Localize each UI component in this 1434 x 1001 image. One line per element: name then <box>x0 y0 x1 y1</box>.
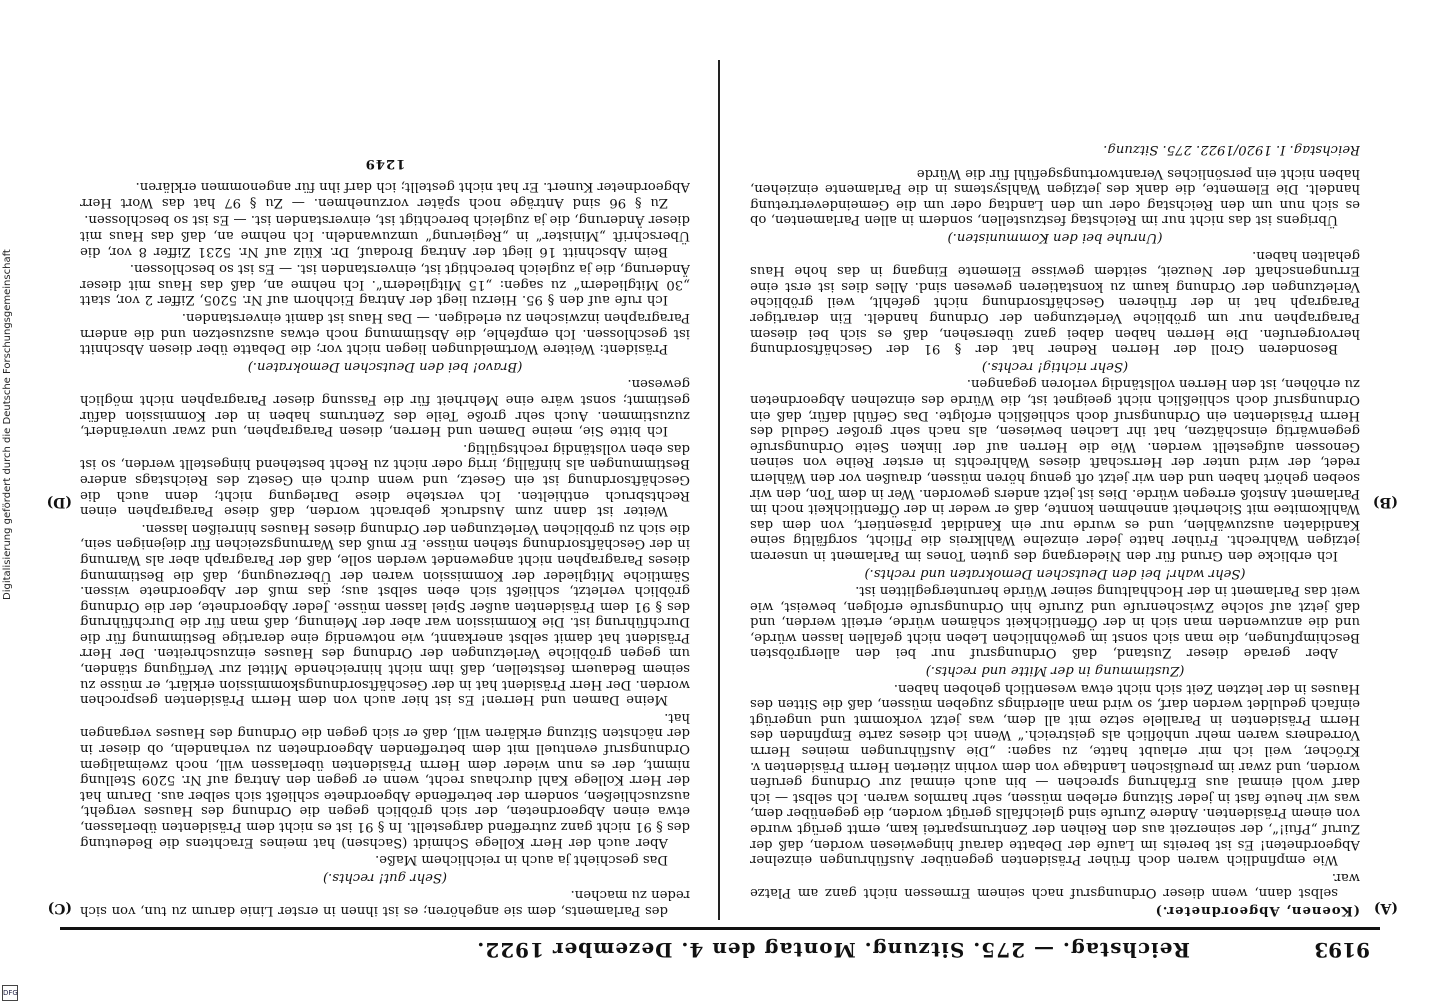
paragraph: Weiter ist dann zum Ausdruck gebracht worden, daß diese Paragraphen einen Rechtsbruch enthielten. Ich verstehe diese Darlegung nicht; denn auch die Geschäftsordnung ist ein Gesetz, und wenn durch ein Gesetz des Reichstags andere Bestimmungen als hinfällig, irrig oder nicht zu Recht bestehend hingestellt werden, so ist das eben vollständig rechtsgültig. <box>80 440 690 519</box>
paragraph: Zu § 96 sind Anträge noch später vorzunehmen. — Zu § 97 hat das Wort Herr Abgeordneter Kunert. Er hat nicht gestellt; ich darf ihn für angenommen erklären. <box>80 179 690 210</box>
speaker-label: (Koenen, Abgeordneter.) <box>1154 903 1360 918</box>
paragraph: Präsident: Weitere Wortmeldungen liegen nicht vor; die Debatte über diesen Abschnitt ist geschlossen. Ich empfehle, die Abstimmung noch etwas auszusetzen und die andern Paragraphen inzwischen zu erledigen. — Das Haus ist damit einverstanden. <box>80 310 690 357</box>
page-footer: Reichstag. I. 1920/1922. 275. Sitzung. <box>1103 142 1360 158</box>
interjection-note: (Bravo! bei den Deutschen Demokraten.) <box>247 358 523 374</box>
dfg-logo: DFG <box>2 985 18 1001</box>
right-column <box>80 58 690 918</box>
interjection-note: (Sehr wahr! bei den Deutschen Demokraten und rechts.) <box>864 565 1246 581</box>
paragraph: Ich rufe auf den § 95. Hierzu liegt der Antrag Eichhorn auf Nr. 5205, Ziffer 2 vor, statt „30 Mitgliedern“ zu sagen: „15 Mitgliedern“. Ich nehme an, daß das Haus mit dieser Änderung, die ja zugleich berechtigt ist, einverstanden ist. — Es ist so beschlossen. <box>80 261 690 308</box>
paragraph: Das geschieht ja auch in reichlichem Maße. <box>375 852 668 868</box>
paragraph: Aber auch der Herr Kollege Schmidt (Sachsen) hat meines Erachtens die Bedeutung des § 91 nicht ganz zutreffend dargestellt. In § 91 ist es nicht dem Präsidenten überlassen, etwa einen Abgeordneten, der sich gröblich gegen die Ordnung des Hauses vergeht, auszuschließen, sondern der betreffende Abgeordnete schließt sich selber aus. Darum hat der Herr Kollege Kahl durchaus recht, wenn er gegen den Antrag auf Nr. 5209 Stellung nimmt, der es nun wieder dem Herrn Präsidenten überlassen will, noch zweimaligem Ordnungsruf eventuell mit dem betreffenden Abgeordneten zu verhandeln, ob dieser in der nächsten Sitzung erklären will, daß er sich gegen die Ordnung des Hauses vergangen hat. <box>80 709 690 850</box>
interjection-note: (Sehr richtig! rechts.) <box>981 358 1129 374</box>
paragraph: Ich bitte Sie, meine Damen und Herren, diesen Paragraphen, und zwar unverändert, zuzustimmen. Auch sehr große Teile des Zentrums haben in der Kommission dafür gestimmt; sonst wäre eine Mehrheit für die Fassung dieser Paragraphen nicht möglich gewesen. <box>80 376 690 439</box>
interjection-note: (Unruhe bei den Kommunisten.) <box>947 230 1163 246</box>
page-title: Reichstag. — 275. Sitzung. Montag den 4. Dezember 1922. <box>476 938 1190 962</box>
page-header <box>60 936 1380 962</box>
paragraph: Ich erblicke den Grund für den Niedergang des guten Tones im Parlament in unserem jetzigen Wahlrecht. Früher hatte jeder einzelne Wahlkreis die Pflicht, sorgfältig seine Kandidaten auszuwählen, und es wurde nur ein Kandidat präsentiert, von dem das Wahlkomitee mit Sicherheit annehmen konnte, daß er weder in der Öffentlichkeit noch im Parlament Anstoß erregen würde. Dies ist jetzt anders geworden. Wer in dem Ton, den wir soeben gehört haben und den wir jetzt oft genug hören müssen, draußen vor den Wählern redet, der wird unter der Herrschaft dieses Wahlrechts in erster Reihe von seinen Genossen aufgestellt werden. Wie die Herren auf der linken Seite Ordnungsrufe gegenwärtig einschätzen, hat ihr Lachen bewiesen, als nach sehr großer Geduld des Herrn Präsidenten ein Ordnungsruf doch schließlich erfolgte. Das Gefühl dafür, daß ein Ordnungsruf doch schließlich nicht geeignet ist, die Würde des einzelnen Abgeordneten zu erhöhen, ist den Herren vollständig verloren gegangen. <box>750 376 1360 563</box>
paragraph: Aber gerade dieser Zustand, daß Ordnungsruf nur bei den allergröbsten Beschimpfungen, die man sich sonst im gewöhnlichen Leben nicht gefallen lassen würde, und die anzuwenden man sich in der Öffentlichkeit schämen würde, erteilt werden, und daß jetzt auf solche Zwischenrufe und Zurufe hin Ordnungsrufe erfolgen, beweist, wie weit das Parlament in der Hochhaltung seiner Würde heruntergeglitten ist. <box>750 583 1360 661</box>
margin-marker-d: (D) <box>46 494 72 510</box>
paragraph: Übrigens ist das nicht nur im Reichstag festzustellen, sondern in allen Parlamenten, ob es sich nun um den Reichstag oder um den Landtag oder um die Gemeindevertretung handelt. Die Elemente, die dank des jetzigen Wahlsystems in die Parlamente einziehen, haben nicht ein persönliches Verantwortungsgefühl für die Würde <box>750 165 1360 228</box>
paragraph: des Parlaments, dem sie angehören; es ist ihnen in erster Linie darum zu tun, von sich reden zu machen. <box>80 887 690 918</box>
paragraph: Meine Damen und Herren! Es ist hier auch von dem Herrn Präsidenten gesprochen worden. Der Herr Präsident hat in der Geschäftsordnungskommission erklärt, er müsse zu seinem Bedauern feststellen, daß ihm nicht hinreichende Mittel zur Verfügung ständen, um gegen gröbliche Verletzungen der Ordnung des Hauses einzuschreiten. Der Herr Präsident hat damit selbst anerkannt, wie notwendig eine derartige Bestimmung für die Durchführung ist. Die Kommission war aber der Meinung, daß man für die Durchführung des § 91 dem Präsidenten außer Spiel lassen müsse. Jeder Abgeordnete, der die Ordnung gröblich verletzt, schließt sich eben selbst aus; das muß der Abgeordnete wissen. Sämtliche Mitglieder der Kommission waren der Überzeugung, daß die Bestimmung dieses Paragraphen nicht angewendet werden solle, daß der Paragraph aber als Warnung in der Geschäftsordnung stehen müsse. Er muß das Warnungszeichen für diejenigen sein, die sich zu gröblichen Verletzungen der Ordnung dieses Hauses hinreißen lassen. <box>80 520 690 708</box>
digitization-note: Digitalisierung gefördert durch die Deutsche Forschungsgemeinschaft <box>2 249 13 600</box>
page-number: 9193 <box>1314 938 1370 962</box>
margin-marker-c: (C) <box>47 900 72 916</box>
header-rule <box>60 927 1380 930</box>
interjection-note: (Zustimmung in der Mitte und rechts.) <box>925 663 1185 679</box>
margin-marker-a: (A) <box>1373 900 1398 916</box>
paragraph: Besonderen Groll der Herren Redner hat der § 91 der Geschäftsordnung hervorgerufen. Die Herren haben dabei ganz übersehen, daß es sich bei diesem Paragraphen nur um gröbliche Verletzungen der Ordnung handelt. Ein derartiger Paragraph hat in der früheren Geschäftsordnung nicht gefehlt, weil gröbliche Verletzungen der Ordnung kaum zu konstatieren gewesen sind. Alles dies ist erst eine Errungenschaft der Neuzeit, seitdem gewisse Elemente Eingang in das hohe Haus gehalten haben. <box>750 247 1360 357</box>
left-column <box>750 58 1360 918</box>
rotated-document <box>40 20 1400 980</box>
interjection-note: (Sehr gut! rechts.) <box>322 869 448 885</box>
margin-marker-b: (B) <box>1372 494 1398 510</box>
paragraph: Beim Abschnitt 16 liegt der Antrag Brodauf, Dr. Külz auf Nr. 5231 Ziffer 8 vor, die Überschrift „Minister“ in „Regierung“ umzuwandeln. Ich nehme an, daß das Haus mit dieser Änderung, die ja zugleich berechtigt ist, einverstanden ist. — Es ist so beschlossen. <box>80 212 690 259</box>
paragraph: Wie empfindlich waren doch früher Präsidenten gegenüber Ausführungen einzelner Abgeordneten! Es ist bereits im Laufe der Debatte darauf hingewiesen worden, daß der Zuruf „Pfui!“, der seinerzeit aus den Reihen der Zentrumspartei kam, erntt gerügt wurde von einem Präsidenten. Andere Zurufe sind gleichfalls gerügt worden, die gegenüber dem, was wir heute fast in jeder Sitzung erleben müssen, sehr harmlos waren. Ich selbst — ich darf wohl einmal aus Erfahrung sprechen — bin auch einmal zur Ordnung gerufen worden, und zwar im preußischen Landtage von dem vorhin zitierten Herrn Präsidenten v. Kröcher, weil ich mir erlaubt hatte, zu sagen: „Die Ausführungen meines Herrn Vorredners waren mehr unhöflich als geistreich.“ Wenn ich dieses zarte Empfinden des Herrn Präsidenten in Parallele setze mit all dem, was jetzt vorkommt und ungerügt einfach geduldet werden darf, so wird man allerdings zugeben müssen, daß die Sitten des Hauses in der letzten Zeit sich nicht etwa wesentlich gehoben haben. <box>750 680 1360 868</box>
column-divider <box>718 60 720 920</box>
paragraph: selbst dann, wenn dieser Ordnungsruf nach seinem Ermessen nicht ganz am Platze war. <box>750 869 1360 901</box>
footer-number: 1249 <box>364 155 406 171</box>
